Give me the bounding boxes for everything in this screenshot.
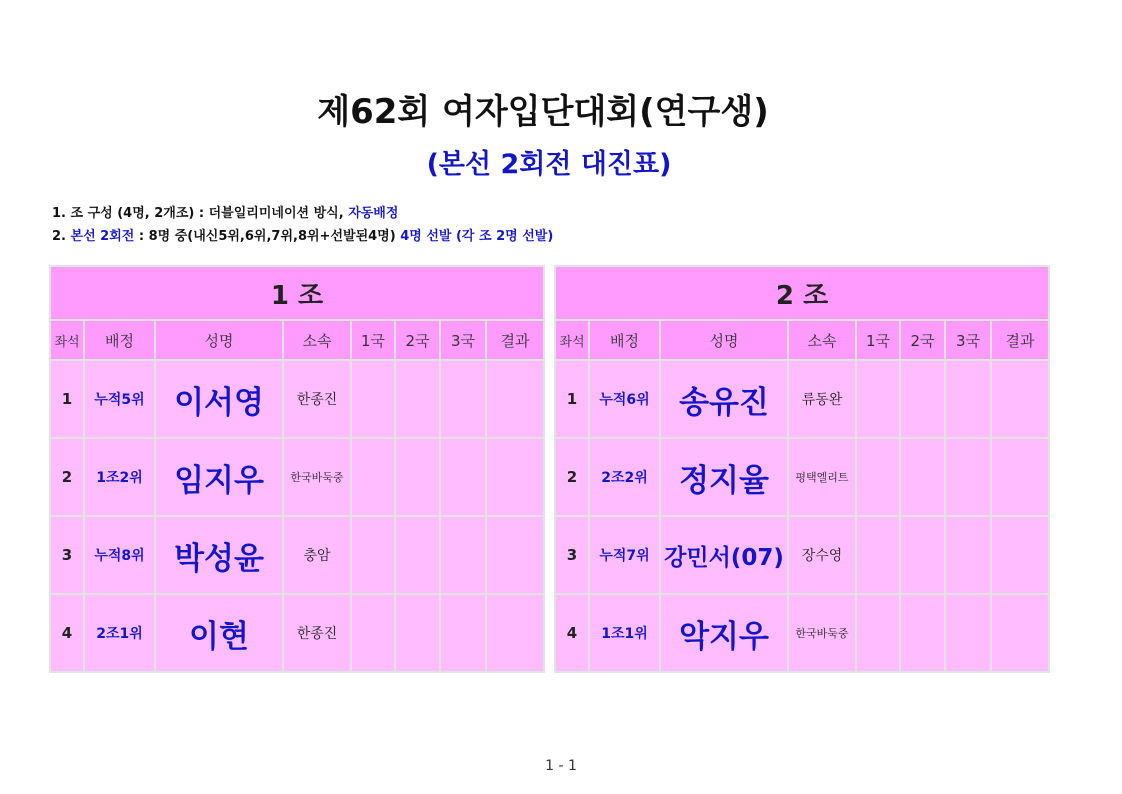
seed-cell: 2조2위 [589,438,660,516]
result-cell [486,594,544,672]
club-cell: 한국바둑중 [788,594,856,672]
game-1-cell [351,360,395,438]
seat-cell: 2 [555,438,589,516]
table-row [555,594,1049,672]
game-1-cell [856,360,900,438]
table-row [50,594,544,672]
col-seed: 배정 [84,320,155,360]
col-game-1: 1국 [351,320,395,360]
col-club: 소속 [283,320,351,360]
player-name: 박성윤 [155,516,283,594]
seed-cell: 누적5위 [84,360,155,438]
col-game-2: 2국 [900,320,945,360]
player-name: 정지율 [660,438,788,516]
game-3-cell [440,360,486,438]
col-game-1: 1국 [856,320,900,360]
col-game-3: 3국 [945,320,991,360]
col-game-2: 2국 [395,320,440,360]
seat-cell: 1 [50,360,84,438]
col-seat: 좌석 [50,320,84,360]
player-name: 송유진 [660,360,788,438]
club-cell: 한종진 [283,360,351,438]
result-cell [991,360,1049,438]
table-row [555,516,1049,594]
player-name: 악지우 [660,594,788,672]
game-3-cell [440,594,486,672]
player-name: 임지우 [155,438,283,516]
game-1-cell [351,594,395,672]
col-game-3: 3국 [440,320,486,360]
note-2-highlight-round: 본선 2회전 [70,229,135,244]
page-number: 1 - 1 [545,758,577,774]
note-2-highlight-selection: 4명 선발 (각 조 2명 선발) [400,229,554,244]
result-cell [486,360,544,438]
club-cell: 충암 [283,516,351,594]
game-2-cell [900,360,945,438]
group-2-table [554,265,1050,673]
game-2-cell [900,594,945,672]
club-cell: 한종진 [283,594,351,672]
club-cell: 류동완 [788,360,856,438]
seat-cell: 3 [50,516,84,594]
seed-cell: 2조1위 [84,594,155,672]
game-2-cell [395,594,440,672]
game-1-cell [856,516,900,594]
table-row [50,360,544,438]
game-3-cell [945,516,991,594]
game-2-cell [395,516,440,594]
player-name: 이서영 [155,360,283,438]
seat-cell: 4 [555,594,589,672]
game-3-cell [945,438,991,516]
note-2-number: 2. [52,229,66,244]
page-subtitle: (본선 2회전 대진표) [426,149,672,180]
group-1-table [49,265,545,673]
note-line-2 [52,225,553,248]
seat-cell: 1 [555,360,589,438]
group-label: 1 조 [50,266,544,320]
seat-cell: 3 [555,516,589,594]
result-cell [991,438,1049,516]
club-cell: 평택엘리트 [788,438,856,516]
player-name: 이현 [155,594,283,672]
seed-cell: 1조2위 [84,438,155,516]
page-title: 제62회 여자입단대회(연구생) [317,92,769,132]
table-row [50,438,544,516]
seat-cell: 2 [50,438,84,516]
seed-cell: 누적8위 [84,516,155,594]
game-2-cell [900,438,945,516]
club-cell: 한국바둑중 [283,438,351,516]
game-3-cell [945,360,991,438]
note-1-highlight: 자동배정 [348,206,399,221]
game-3-cell [440,516,486,594]
seed-cell: 1조1위 [589,594,660,672]
game-1-cell [351,438,395,516]
col-seat: 좌석 [555,320,589,360]
result-cell [991,516,1049,594]
col-club: 소속 [788,320,856,360]
result-cell [486,516,544,594]
game-3-cell [440,438,486,516]
note-1-text: 1. 조 구성 (4명, 2개조) : 더블일리미네이션 방식, [52,206,344,221]
table-row [555,438,1049,516]
group-label: 2 조 [555,266,1049,320]
game-2-cell [900,516,945,594]
result-cell [486,438,544,516]
game-1-cell [351,516,395,594]
table-row [555,360,1049,438]
game-1-cell [856,438,900,516]
col-seed: 배정 [589,320,660,360]
table-row [50,516,544,594]
seed-cell: 누적6위 [589,360,660,438]
col-result: 결과 [991,320,1049,360]
col-result: 결과 [486,320,544,360]
game-2-cell [395,360,440,438]
col-name: 성명 [660,320,788,360]
player-name: 강민서(07) [660,516,788,594]
club-cell: 장수영 [788,516,856,594]
game-1-cell [856,594,900,672]
game-3-cell [945,594,991,672]
note-line-1 [52,202,553,225]
col-name: 성명 [155,320,283,360]
seed-cell: 누적7위 [589,516,660,594]
note-2-text: : 8명 중(내신5위,6위,7위,8위+선발된4명) [138,229,396,244]
result-cell [991,594,1049,672]
seat-cell: 4 [50,594,84,672]
notes [52,202,553,248]
game-2-cell [395,438,440,516]
